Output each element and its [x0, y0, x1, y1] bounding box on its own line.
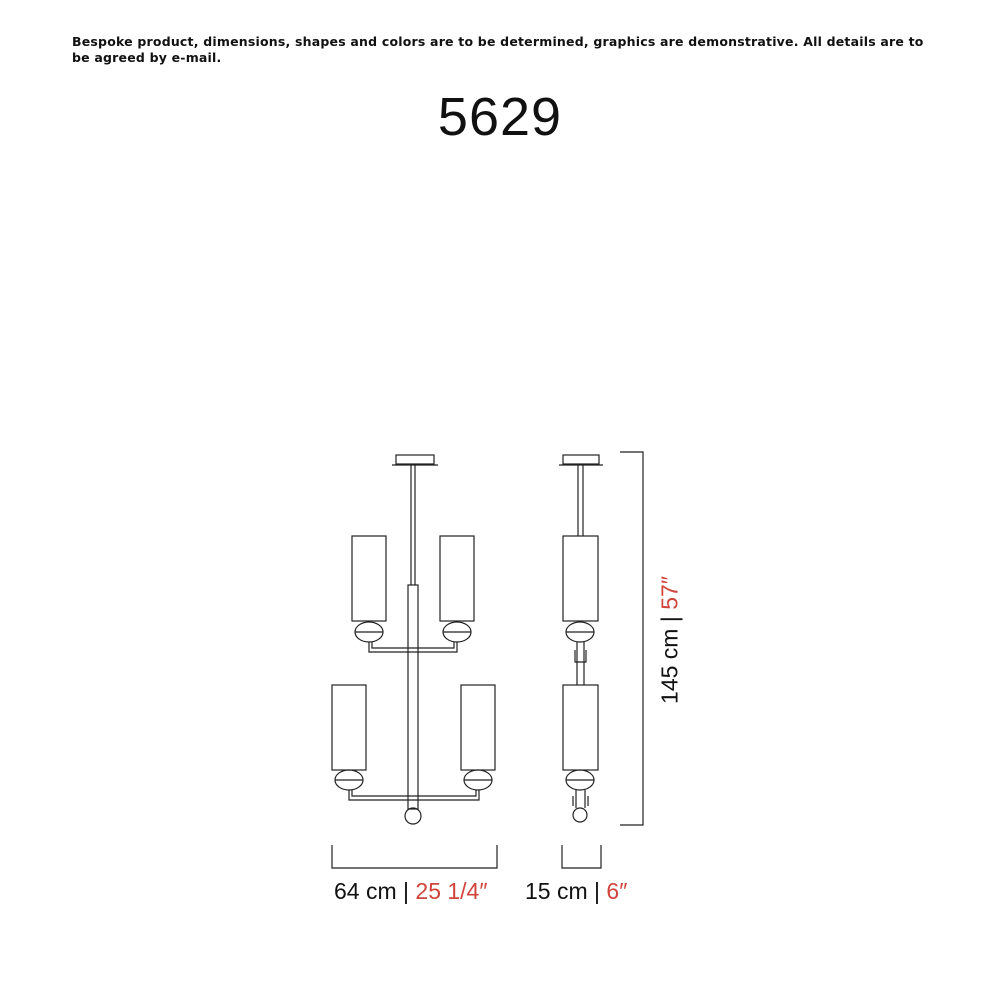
front-central-tube — [408, 585, 418, 809]
width-dimension-label — [334, 878, 488, 905]
depth-dimension-line — [562, 845, 601, 868]
front-shade-upper-right — [440, 536, 474, 621]
front-upper-arm — [369, 642, 457, 652]
side-view — [559, 455, 603, 822]
front-view — [332, 455, 495, 824]
disclaimer-text: Bespoke product, dimensions, shapes and colors are to be determined, graphics are demonstrative. All details are to be agreed by e-mail. — [72, 34, 924, 65]
depth-dimension-label — [525, 878, 627, 905]
model-number: 5629 — [437, 87, 563, 147]
depth-separator: | — [587, 878, 607, 904]
front-shade-lower-left — [332, 685, 366, 770]
height-metric: 145 cm — [656, 628, 683, 704]
side-shade-upper — [563, 536, 598, 621]
height-dimension-label — [657, 576, 684, 704]
front-bottom-finial — [405, 808, 421, 824]
front-lower-arm — [349, 790, 479, 800]
front-shade-upper-left — [352, 536, 386, 621]
width-metric: 64 cm — [334, 878, 397, 904]
width-imperial: 25 1/4″ — [415, 878, 488, 904]
width-dimension-line — [332, 845, 497, 868]
side-canopy — [563, 455, 599, 464]
depth-metric: 15 cm — [525, 878, 588, 904]
height-imperial: 57″ — [656, 576, 683, 610]
height-dimension-line — [620, 452, 643, 825]
side-shade-lower — [563, 685, 598, 770]
height-separator: | — [656, 609, 683, 629]
width-separator: | — [396, 878, 416, 904]
depth-imperial: 6″ — [606, 878, 628, 904]
side-bottom-finial — [573, 808, 587, 822]
front-shade-lower-right — [461, 685, 495, 770]
front-canopy — [396, 455, 434, 464]
